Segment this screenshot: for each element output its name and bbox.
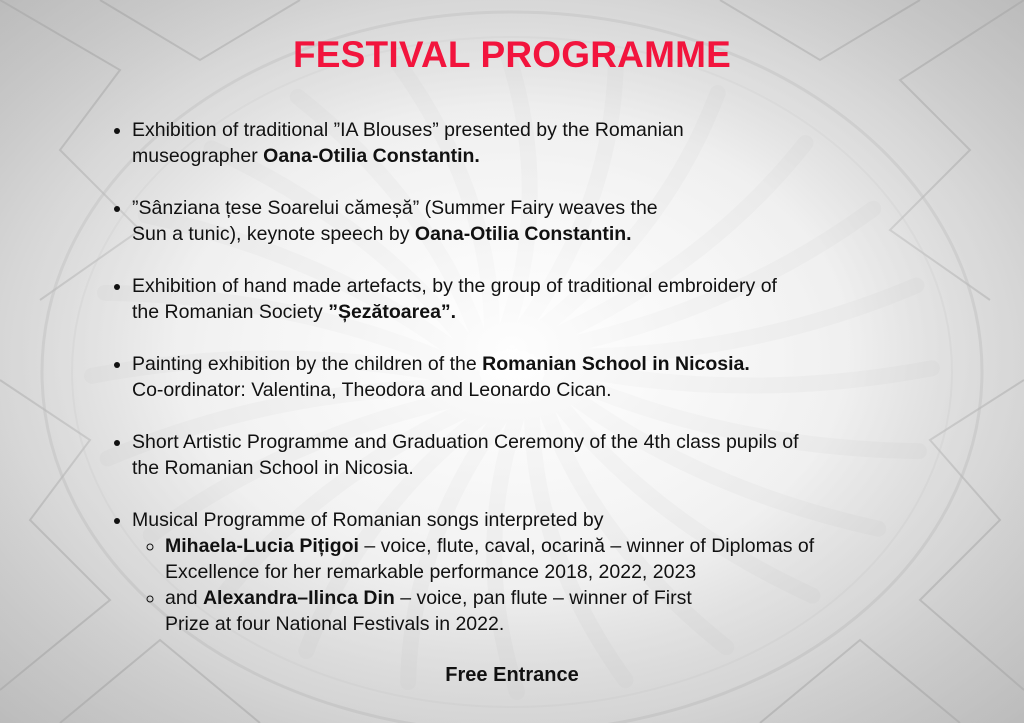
programme-item-musical: [132, 507, 992, 637]
item-text: Exhibition of hand made artefacts, by the group of traditional embroidery of: [132, 275, 777, 297]
programme-item-artefacts: [132, 273, 992, 325]
speaker-name: Oana-Otilia Constantin.: [414, 223, 632, 245]
item-text: – voice, pan flute – winner of First: [394, 587, 692, 609]
page-title: FESTIVAL PROGRAMME: [292, 34, 732, 75]
item-text: Painting exhibition by the children of the: [132, 353, 483, 375]
item-text: and: [165, 587, 203, 609]
programme-list: [108, 117, 992, 663]
programme-item-ia-blouses: [132, 117, 992, 169]
programme-item-keynote: [132, 195, 992, 247]
item-text: Co-ordinator: Valentina, Theodora and Leonardo Cican.: [132, 379, 612, 401]
item-text: Sun a tunic), keynote speech by: [132, 223, 415, 245]
item-text: museographer: [132, 145, 264, 167]
item-text: Musical Programme of Romanian songs interpreted by: [132, 509, 604, 531]
item-text: Excellence for her remarkable performance 2018, 2022, 2023: [165, 561, 697, 583]
school-name: Romanian School in Nicosia.: [482, 353, 750, 375]
programme-item-graduation: [132, 429, 992, 481]
item-text: Exhibition of traditional ”IA Blouses” presented by the Romanian: [132, 119, 684, 141]
item-text: the Romanian School in Nicosia.: [132, 457, 414, 479]
item-text: ”Sânziana țese Soarelui cămeșă” (Summer Fairy weaves the: [132, 197, 658, 219]
performer-name: Mihaela-Lucia Pițigoi: [165, 535, 359, 557]
item-text: Prize at four National Festivals in 2022.: [165, 613, 505, 635]
performer-item: [165, 585, 992, 637]
item-text: – voice, flute, caval, ocarină – winner of Diplomas of: [358, 535, 815, 557]
performer-item: [165, 533, 992, 585]
society-name: ”Șezătoarea”.: [328, 301, 457, 323]
speaker-name: Oana-Otilia Constantin.: [263, 145, 480, 167]
item-text: the Romanian Society: [132, 301, 329, 323]
programme-item-painting: [132, 351, 992, 403]
performers-list: [132, 533, 992, 637]
free-entrance-note: Free Entrance: [445, 664, 579, 686]
item-text: Short Artistic Programme and Graduation Ceremony of the 4th class pupils of: [132, 431, 799, 453]
performer-name: Alexandra–Ilinca Din: [202, 587, 395, 609]
